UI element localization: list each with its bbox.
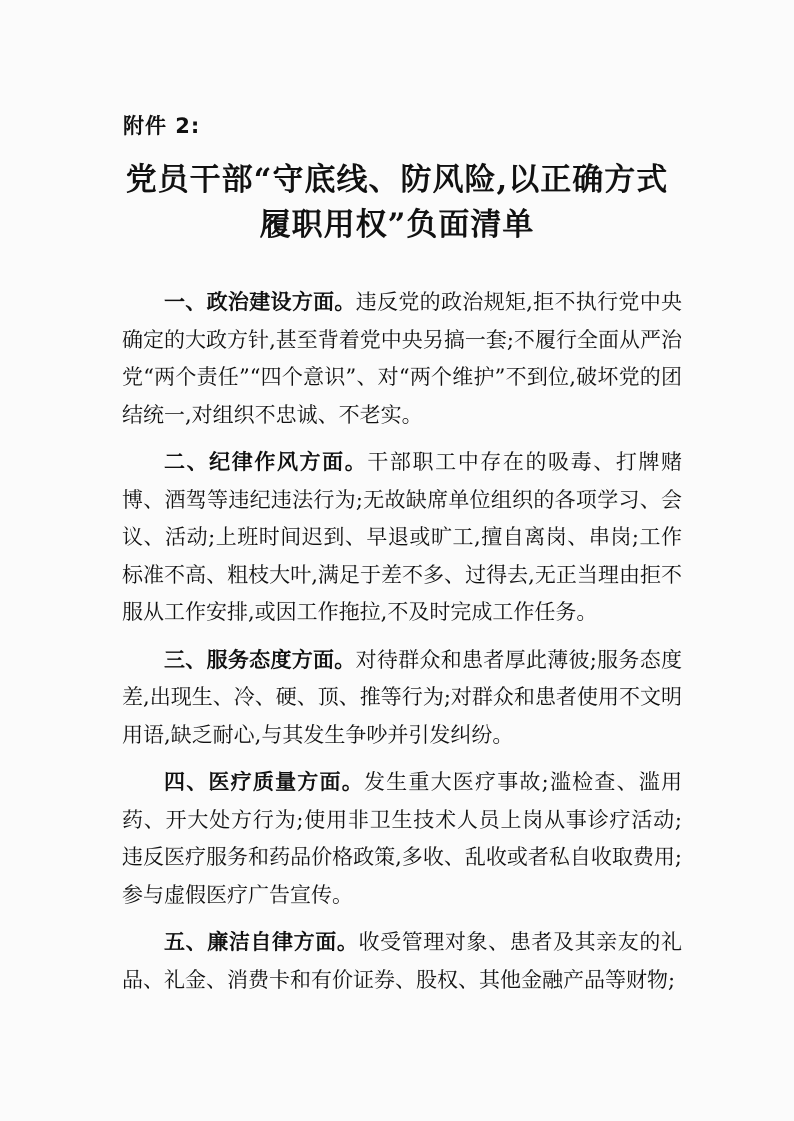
section-heading: 五、廉洁自律方面。 <box>164 930 359 954</box>
section-service <box>122 642 682 755</box>
section-integrity <box>122 924 682 999</box>
section-medical-quality <box>122 764 682 914</box>
attachment-label: 附件 2: <box>123 114 201 138</box>
section-heading: 三、服务态度方面。 <box>164 647 356 672</box>
title-line-2: 履职用权”负面清单 <box>259 207 535 243</box>
section-text: 违反党的政治规矩,拒不执行党中央确定的大政方针,甚至背着党中央另搞一套;不履行全面从严治党“两个责任”“四个意识”、对“两个维护”不到位,破坏党的团结统一,对组织不忠诚、不老实。 <box>122 290 682 427</box>
section-political <box>122 284 682 434</box>
section-text: 收受管理对象、患者及其亲友的礼品、礼金、消费卡和有价证券、股权、其他金融产品等财物; <box>122 930 683 992</box>
title-line-1: 党员干部“守底线、防风险,以正确方式 <box>125 162 669 198</box>
document-body <box>122 284 682 1009</box>
section-text: 发生重大医疗事故;滥检查、滥用药、开大处方行为;使用非卫生技术人员上岗从事诊疗活动;违反医疗服务和药品价格政策,多收、乱收或者私自收取费用;参与虚假医疗广告宣传。 <box>122 770 683 907</box>
section-heading: 四、医疗质量方面。 <box>164 770 364 794</box>
section-discipline <box>122 444 682 632</box>
section-text: 对待群众和患者厚此薄彼;服务态度差,出现生、冷、硬、顶、推等行为;对群众和患者使用不文明用语,缺乏耐心,与其发生争吵并引发纠纷。 <box>122 647 683 747</box>
section-text: 干部职工中存在的吸毒、打牌赌博、酒驾等违纪违法行为;无故缺席单位组织的各项学习、会议、活动;上班时间迟到、早退或旷工,擅自离岗、串岗;工作标准不高、粗枝大叶,满足于差不多、过得去,无正当理由拒不服从工作安排,或因工作拖拉,不及时完成工作任务。 <box>122 450 683 624</box>
document-title <box>100 158 694 248</box>
section-heading: 二、纪律作风方面。 <box>164 450 368 474</box>
section-heading: 一、政治建设方面。 <box>164 290 356 314</box>
